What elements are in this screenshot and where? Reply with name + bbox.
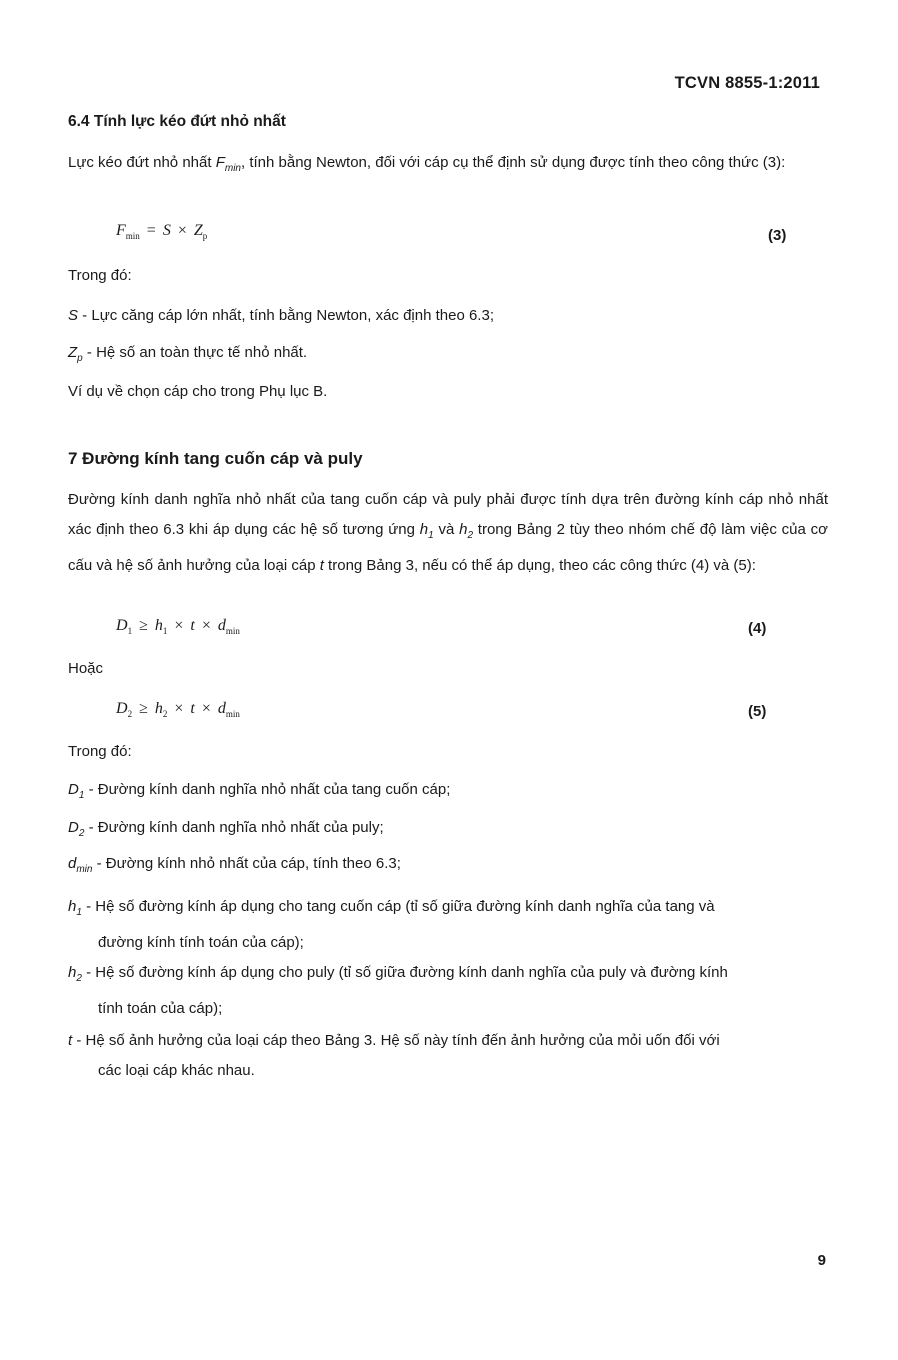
standard-code-header: TCVN 8855-1:2011 <box>674 74 820 92</box>
or-label: Hoặc <box>68 660 104 677</box>
definition-dmin: $d_{min}$ - Đường kính nhỏ nhất của cáp, tính theo 6.3; <box>68 855 401 875</box>
section-7-paragraph: Đường kính danh nghĩa nhỏ nhất của tang cuốn cáp và puly phải được tính dựa trên đường kính cáp nhỏ nhất xác định theo 6.3 khi áp dụng các hệ số tương ứng $h_1$ và $h_2$ trong Bảng 2 tùy theo nhóm chế độ làm việc của cơ cấu và hệ số ảnh hưởng của loại cáp t trong Bảng 3, nếu có thể áp dụng, theo các công thức (4) và (5): <box>68 491 828 574</box>
equation-number-5: (5) <box>748 703 767 720</box>
paragraph-text: Lực kéo đứt nhỏ nhất <box>68 154 216 171</box>
section-6-4-paragraph <box>68 148 828 184</box>
equation-number-3: (3) <box>768 227 787 244</box>
where-label: Trong đó: <box>68 267 132 284</box>
definition-d2: $D_2$ - Đường kính danh nghĩa nhỏ nhất của puly; <box>68 819 384 839</box>
symbol-f: $F_{min}$ <box>215 154 241 174</box>
definition-h2: $h_2$ - Hệ số đường kính áp dụng cho puly (tỉ số giữa đường kính danh nghĩa của puly và đường kính tính toán của cáp); <box>68 964 728 1017</box>
formula-4: $D_1 \ge h_1 \times t \times d_{min}$ <box>116 617 240 636</box>
section-7-title: 7 Đường kính tang cuốn cáp và puly <box>68 449 363 468</box>
page-number: 9 <box>817 1252 826 1269</box>
where-label-2: Trong đó: <box>68 743 132 760</box>
definition-h1: $h_1$ - Hệ số đường kính áp dụng cho tang cuốn cáp (tỉ số giữa đường kính danh nghĩa của tang và đường kính tính toán của cáp); <box>68 898 715 951</box>
section-6-4-title: 6.4 Tính lực kéo đứt nhỏ nhất <box>68 113 286 130</box>
equation-number-4: (4) <box>748 620 767 637</box>
definition-d1: $D_1$ - Đường kính danh nghĩa nhỏ nhất của tang cuốn cáp; <box>68 781 451 801</box>
definition-s: S - Lực căng cáp lớn nhất, tính bằng Newton, xác định theo 6.3; <box>68 307 494 324</box>
definition-zp: $Z_p$ - Hệ số an toàn thực tế nhỏ nhất. <box>68 344 308 364</box>
example-note: Ví dụ về chọn cáp cho trong Phụ lục B. <box>68 383 328 400</box>
formula-5: $D_2 \ge h_2 \times t \times d_{min}$ <box>116 700 240 719</box>
formula-3: $F_{min} = S \times Z_p$ <box>116 222 208 241</box>
definition-t: t - Hệ số ảnh hưởng của loại cáp theo Bảng 3. Hệ số này tính đến ảnh hưởng của mỏi uốn đối với các loại cáp khác nhau. <box>68 1032 720 1079</box>
paragraph-text: , tính bằng Newton, đối với cáp cụ thể định sử dụng được tính theo công thức (3): <box>240 154 786 171</box>
